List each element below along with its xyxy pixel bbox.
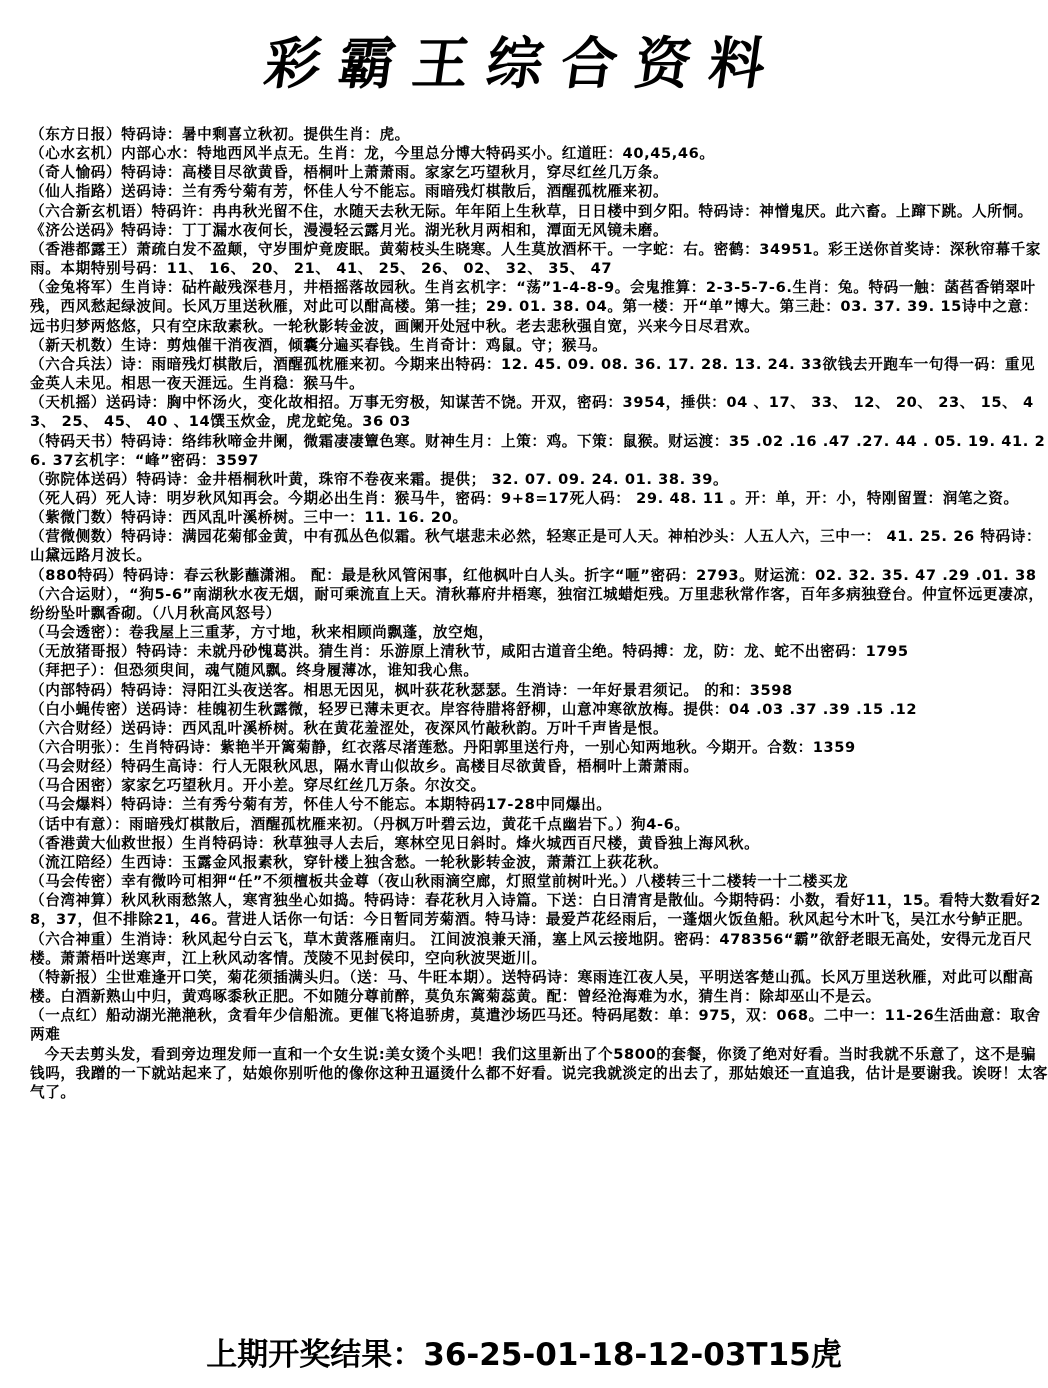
- info-paragraph: 《济公送码》特码诗：丁丁漏水夜何长，漫漫轻云露月光。湖光秋月两相和，潭面无风镜未磨。: [30, 221, 669, 239]
- info-paragraph: （东方日报）特码诗：暑中剩喜立秋初。提供生肖：虎。: [30, 126, 410, 143]
- info-paragraph: （六合新玄机语）特码许：冉冉秋光留不住，水随天去秋无际。年年陌上生秋草，日日楼中到夕阳。特码诗：神憎鬼厌。此六畜。上蹿下跳。人所恫。: [30, 202, 1033, 220]
- page-title: 彩霸王综合资料: [260, 31, 788, 97]
- info-paragraph: （特新报）尘世难逢开口笑，菊花须插满头归。（送：马、牛旺本期）。送特码诗：寒雨连江夜人吴，平明送客楚山孤。长风万里送秋雁，对此可以酣高楼。白酒新熟山中归，黄鸡啄黍秋正肥。不如随分尊前醉，莫负东篱菊蕊黄。配：曾经沧海难为水，猜生肖：除却巫山不是云。: [30, 968, 1034, 1006]
- info-paragraph: （仙人指路）送码诗：兰有秀兮菊有芳，怀佳人兮不能忘。雨暗残灯棋散后，酒醒孤枕雁来初。: [30, 183, 669, 201]
- info-paragraph: （六合神重）生消诗：秋风起兮白云飞，草木黄落雁南归。 江间波浪兼天涌，塞上风云接地阴。密码：478356“霸”欲舒老眼无高处，安得元龙百尺楼。萧萧梧叶送寒声，江上秋风动客情。茂陵不见封侯印，空向秋波哭逝川。: [30, 930, 1033, 967]
- info-paragraph: （马会财经）特码生高诗：行人无限秋风思，隔水青山似故乡。高楼目尽欲黄昏，梧桐叶上萧萧雨。: [30, 758, 699, 776]
- info-paragraph: （香港都露王）萧疏白发不盈颠，守岁围炉竟废眠。黄菊枝头生晓寒。人生莫放酒杯干。一字蛇：右。密鹤：34951。彩王送你首奖诗：深秋帘幕千家雨。本期特别号码：11、 16、 20、 21、 41、 25、 26、 02、 32、 35、 47: [30, 240, 1041, 278]
- info-paragraph: （奇人愉码）特码诗：高楼目尽欲黄昏，梧桐叶上萧萧雨。家家乞巧望秋月，穿尽红丝几万条。: [30, 164, 669, 182]
- info-paragraph: （六合兵法）诗：雨暗残灯棋散后，酒醒孤枕雁来初。今期来出特码：12. 45. 09. 08. 36. 17. 28. 13. 24. 33欲钱去开跑车一句得一码：重见金英人未见。相思一夜天涯远。生肖稳：猴马牛。: [30, 355, 1036, 393]
- info-paragraph: （880特码）特码诗：春云秋影蘸潇湘。 配：最是秋风管闲事，红他枫叶白人头。折字“咂”密码：2793。财运流：02. 32. 35. 47 .29 .01. 38: [30, 566, 1037, 584]
- info-paragraph: （马会爆料）特码诗：兰有秀兮菊有芳，怀佳人兮不能忘。本期特码17-28中同爆出。: [30, 796, 612, 814]
- info-paragraph: （弥院体送码）特码诗：金井梧桐秋叶黄，珠帘不卷夜来霜。提供； 32. 07. 09. 24. 01. 38. 39。: [30, 470, 729, 488]
- info-paragraph: （死人码）死人诗：明岁秋风知再会。今期必出生肖：猴马牛，密码：9+8=17死人码： 29. 48. 11 。开：单，开：小，特刚留置：润笔之资。: [30, 489, 1019, 507]
- story-paragraph: 今天去剪头发，看到旁边理发师一直和一个女生说:美女烫个头吧！我们这里新出了个5800的套餐，你烫了绝对好看。当时我就不乐意了，这不是骗钱吗，我蹭的一下就站起来了，姑娘你别听他的像你这种丑逼烫什么都不好看。说完我就淡定的出去了，那姑娘还一直追我，估计是要谢我。诶呀！太客气了。: [30, 1045, 1048, 1101]
- info-paragraph: （六合明张）：生肖特码诗：紫艳半开篱菊静，红衣落尽渚莲愁。丹阳郭里送行舟，一别心知两地秋。今期开。合数：1359: [30, 739, 856, 756]
- info-paragraph: （天机摇）送码诗：胸中怀汤火，变化故相招。万事无穷极，知谋苦不饶。开双，密码：3954，捶供：04 、17、 33、 12、 20、 23、 15、 43、 25、 45、 40 、14馔玉炊金，虎龙蛇兔。36 03: [30, 394, 1034, 431]
- last-draw-result: 上期开奖结果：36-25-01-18-12-03T15虎: [206, 1337, 842, 1373]
- info-paragraph: （六合运财），“狗5-6”南湖秋水夜无烟，耐可乘流直上天。清秋幕府井梧寒，独宿江城蜡炬残。万里悲秋常作客，百年多病独登台。仲宣怀远更凄凉，纷纷坠叶飘香砌。（八月秋高风怒号）: [30, 585, 1044, 622]
- info-paragraph: （马会传密）幸有微吟可相狎“任”不须檀板共金尊（夜山秋雨滴空廊，灯照堂前树叶光。）八楼转三十二楼转一十二楼买龙: [30, 873, 849, 891]
- info-paragraph: （紫微门数）特码诗：西风乱叶溪桥树。三中一：11. 16. 20。: [30, 509, 468, 527]
- info-paragraph: （内部特码）特码诗：浔阳江头夜送客。相思无因见，枫叶荻花秋瑟瑟。生消诗：一年好景君须记。 的和：3598: [30, 681, 793, 699]
- info-paragraph: （马会透密）：卷我屋上三重茅，方寸地，秋来相顾尚飘蓬，放空炮，: [30, 624, 494, 642]
- info-paragraph: （流江陪经）生西诗：玉露金风报素秋，穿针楼上独含愁。一轮秋影转金波，萧萧江上荻花秋。: [30, 853, 669, 871]
- info-paragraph: （香港黄大仙救世报）生肖特码诗：秋草独寻人去后，寒林空见日斜时。烽火城西百尺楼，黄昏独上海风秋。: [30, 834, 760, 852]
- body-text: [30, 125, 1048, 1102]
- info-paragraph: （特码天书）特码诗：络纬秋啼金井阑，微霜凄凄簟色寒。财神生月：上策：鸡。下策：鼠猴。财运渡：35 .02 .16 .47 .27. 44 . 05. 19. 41. 26. 37玄机字：“峰”密码：3597: [30, 432, 1046, 469]
- info-paragraph: （营微侧数）特码诗：满园花菊郁金黄，中有孤丛色似霜。秋气堪悲未必然，轻寒正是可人天。神柏沙头：人五人六，三中一： 41. 25. 26 特码诗：山黛远路月波长。: [30, 528, 1042, 565]
- info-paragraph: （一点红）船动湖光滟滟秋，贪看年少信船流。更催飞将追骄虏，莫遣沙场匹马还。特码尾数：单：975，双：068。二中一：11-26生活曲意：取舍两难: [30, 1007, 1041, 1044]
- info-paragraph: （马合困密）家家乞巧望秋月。开小差。穿尽红丝几万条。尔汝交。: [30, 777, 486, 795]
- info-paragraph: （拜把子）：但恐须臾间，魂气随风飘。终身履薄冰，谁知我心焦。: [30, 662, 479, 680]
- info-paragraph: （心水玄机）内部心水：特地西风半点无。生肖：龙，今里总分博大特码买小。红道旺：40,45,46。: [30, 145, 715, 163]
- info-paragraph: （台湾神算）秋风秋雨愁煞人，寒宵独坐心如捣。特码诗：春花秋月入诗篇。下送：白日清宵是散仙。今期特码：小数，看好11，15。看特大数看好28，37，但不排除21，46。营进人话你一句话：今日暂同芳菊酒。特马诗：最爱芦花经雨后，一蓬烟火饭鱼船。秋风起兮木叶飞，吴江水兮鲈正肥。: [30, 892, 1041, 929]
- info-paragraph: （新天机数）生诗：剪烛催干消夜酒，倾囊分遍买春钱。生肖奇计：鸡鼠。守；猴马。: [30, 336, 608, 354]
- info-paragraph: （六合财经）送码诗：西风乱叶溪桥树。秋在黄花羞涩处，夜深风竹敲秋韵。万叶千声皆是恨。: [30, 719, 669, 737]
- info-paragraph: （白小蝇传密）送码诗：桂魄初生秋露微，轻罗已薄未更衣。岸容待腊将舒柳，山意冲寒欲放梅。提供：04 .03 .37 .39 .15 .12: [30, 700, 918, 718]
- info-paragraph: （金兔将军）生肖诗：砧杵敲残深巷月，井梧摇落故园秋。生肖玄机字：“荡”1-4-8-9。会鬼推算：2-3-5-7-6.生肖：兔。特码一触：菡萏香销翠叶残，西风愁起绿波间。长风万里送秋雁，对此可以酣高楼。第一挂；29. 01. 38. 04。第一楼：开“单”博大。第三赴：03. 37. 39. 15诗中之意：远书归梦两悠悠，只有空床敌素秋。一轮秋影转金波，画阑开处冠中秋。老去悲秋强自宽，兴来今日尽君欢。: [30, 279, 1038, 335]
- info-paragraph: （无放猪哥报）特码诗：未就丹砂愧葛洪。猜生肖：乐游原上清秋节，咸阳古道音尘绝。特码搏：龙，防：龙、蛇不出密码：1795: [30, 643, 909, 661]
- info-paragraph: （话中有意）：雨暗残灯棋散后，酒醒孤枕雁来初。（丹枫万叶碧云边，黄花千点幽岩下。）狗4-6。: [30, 815, 690, 833]
